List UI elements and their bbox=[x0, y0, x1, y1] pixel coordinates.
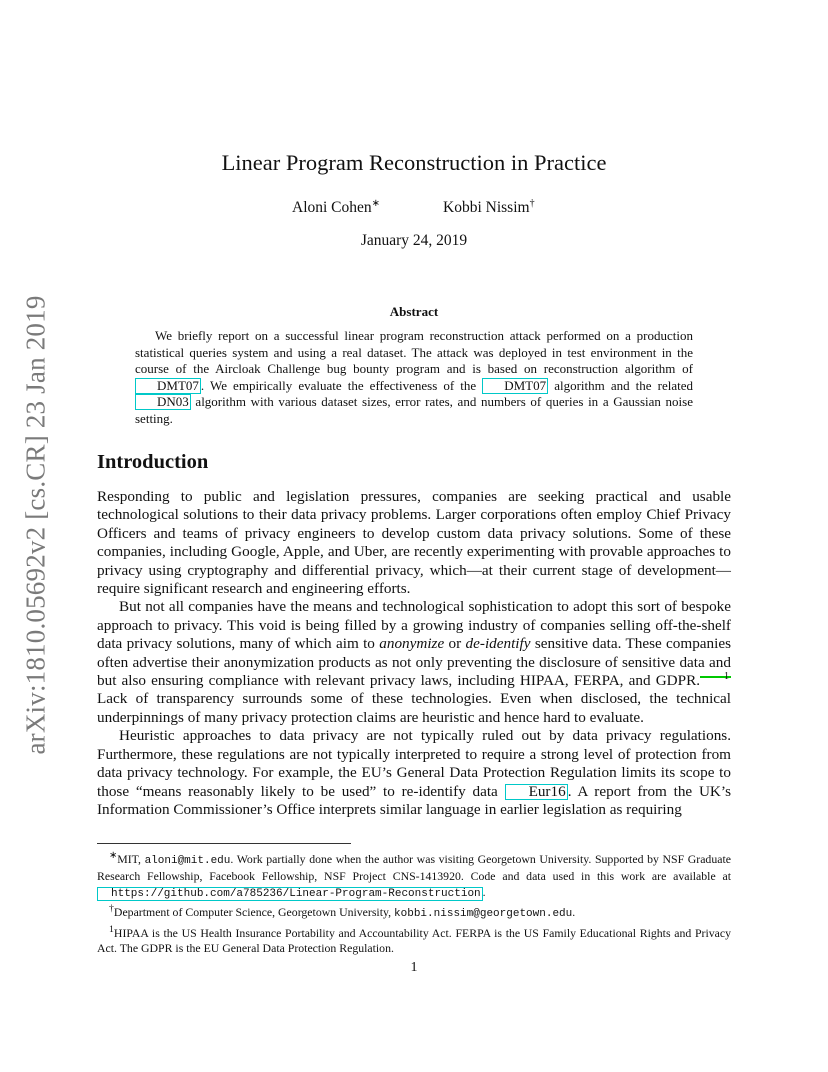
footnote-segment: . bbox=[482, 884, 486, 899]
author-2 bbox=[443, 198, 535, 217]
author-name: Aloni Cohen bbox=[292, 199, 372, 217]
footnote-dagger bbox=[97, 901, 731, 922]
section-heading: Introduction bbox=[97, 451, 209, 473]
footnote-segment: Department of Computer Science, Georgetown University, bbox=[113, 904, 395, 919]
author-1 bbox=[292, 198, 380, 217]
author-footnote-mark: ∗ bbox=[371, 198, 381, 209]
text-segment: or bbox=[444, 635, 466, 653]
emphasis: de-identify bbox=[465, 635, 531, 653]
email: kobbi.nissim@georgetown.edu bbox=[394, 907, 573, 920]
text-segment: . A report from the UK’s Information Commissioner’s Office interprets similar language in earlier legislation as requiring bbox=[97, 782, 732, 818]
arxiv-identifier-stamp: arXiv:1810.05692v2 [cs.CR] 23 Jan 2019 bbox=[20, 295, 51, 755]
footnote-segment: MIT, bbox=[117, 851, 145, 866]
text-segment: sensitive data. These companies often advertise their anonymization products as not only preventing the disclosure of sensitive data and but also ensuring compliance with relevant privacy laws, including HIPAA, FERPA, and GDPR. bbox=[97, 635, 732, 690]
footnotes bbox=[97, 848, 731, 957]
citation-link[interactable]: DMT07 bbox=[135, 378, 201, 394]
footnote-star bbox=[97, 848, 731, 901]
abstract-segment: . We empirically evaluate the effectiveness of the bbox=[200, 377, 483, 393]
page-number: 1 bbox=[410, 960, 418, 975]
citation-link[interactable]: DMT07 bbox=[482, 378, 548, 394]
citation-link[interactable]: Eur16 bbox=[505, 784, 568, 800]
abstract-segment: We briefly report on a successful linear program reconstruction attack performed on a production statistical queries system and using a real dataset. The attack was deployed in test environment in the course of the Aircloak Challenge bug bounty program and is based on reconstruction algorithm of bbox=[135, 328, 693, 377]
abstract-text bbox=[135, 328, 693, 428]
emphasis: anonymize bbox=[379, 635, 445, 653]
footnote-mark: 1 bbox=[109, 924, 114, 936]
section-body bbox=[97, 488, 731, 819]
citation-link[interactable]: DN03 bbox=[135, 394, 191, 410]
footnote-segment: HIPAA is the US Health Insurance Portability and Accountability Act. FERPA is the US Family Educational Rights and Privacy Act. The GDPR is the EU General Data Protection Regulation. bbox=[97, 925, 731, 956]
footnote-segment: . bbox=[572, 904, 576, 919]
text-segment: But not all companies have the means and technological sophistication to adopt this sort of bespoke approach to privacy. This void is being filled by a growing industry of companies selling off-the-shelf data privacy solutions, many of which aim to bbox=[97, 598, 731, 653]
author-footnote-mark: † bbox=[529, 198, 535, 209]
text-segment: Lack of transparency surrounds some of these technologies. Even when disclosed, the technical underpinnings of many privacy protection claims are heuristic and hence hard to evaluate. bbox=[97, 690, 731, 726]
paper-title: Linear Program Reconstruction in Practice bbox=[221, 150, 607, 175]
paragraph bbox=[97, 727, 731, 819]
footnote-segment: . Work partially done when the author was visiting Georgetown University. Supported by NSF Graduate Research Fellowship, Facebook Fellowship, NSF Project CNS-1413920. Code and data used in this work are available at bbox=[97, 851, 731, 884]
paragraph: Responding to public and legislation pressures, companies are seeking practical and usable technological solutions to their data privacy problems. Larger corporations often employ Chief Privacy Officers and teams of privacy engineers to develop custom data privacy solutions. Some of these companies, including Google, Apple, and Uber, are recently experimenting with provable approaches to privacy using cryptography and differential privacy, which—at their current stage of development—require significant research and engineering efforts. bbox=[97, 488, 731, 598]
footnote-rule bbox=[97, 843, 351, 844]
footnote-link[interactable]: 1 bbox=[700, 676, 731, 678]
footnote-mark: † bbox=[109, 902, 114, 914]
footnote-mark: ∗ bbox=[109, 850, 118, 861]
footnote-1 bbox=[97, 922, 731, 957]
email: aloni@mit.edu bbox=[144, 854, 231, 867]
abstract-segment: algorithm with various dataset sizes, error rates, and numbers of queries in a Gaussian noise setting. bbox=[135, 394, 693, 426]
abstract-heading: Abstract bbox=[389, 304, 439, 319]
abstract-segment: algorithm and the related bbox=[548, 377, 693, 393]
author-name: Kobbi Nissim bbox=[443, 199, 530, 217]
text-segment: Heuristic approaches to data privacy are not typically ruled out by data privacy regulations. Furthermore, these regulations are not typically interpreted to require a strong level of protection from data privacy technology. For example, the EU’s General Data Protection Regulation limits its scope to those “means reasonably likely to be used” to re-identify data bbox=[97, 727, 731, 800]
paper-date: January 24, 2019 bbox=[360, 232, 468, 249]
code-url-link[interactable]: https://github.com/a785236/Linear-Program-Reconstruction bbox=[97, 887, 483, 901]
paragraph bbox=[97, 598, 731, 727]
